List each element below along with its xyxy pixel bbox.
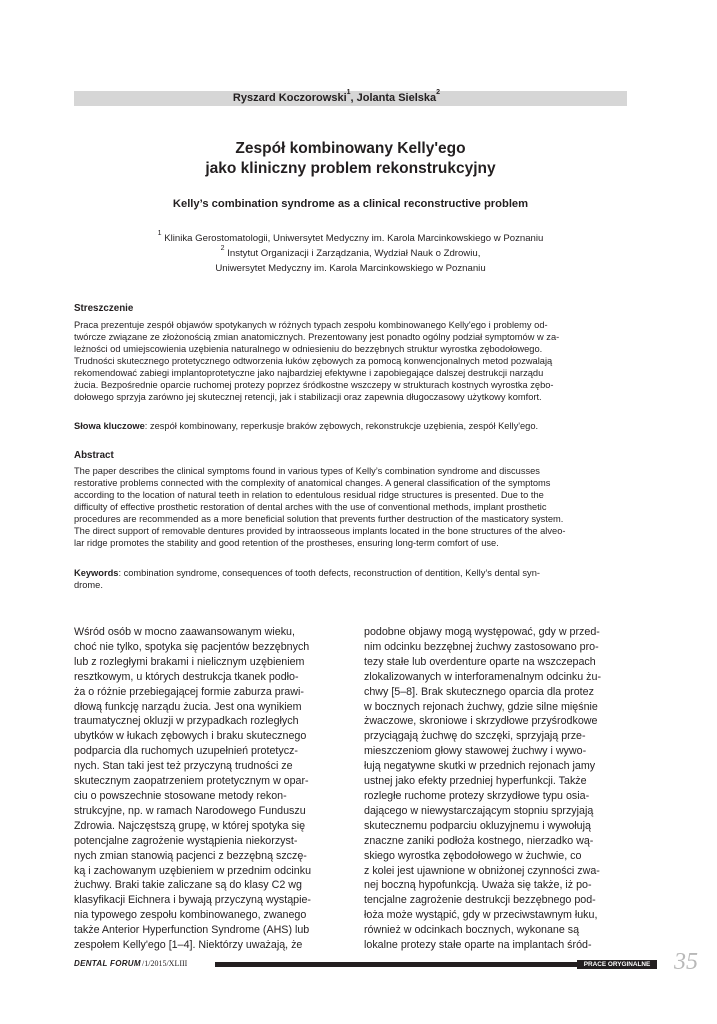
body-line: skiego wyrostka zębodołowego w żuchwie, co <box>364 849 582 862</box>
streszczenie-heading: Streszczenie <box>74 303 134 314</box>
issue-label: /1/2015/XLIII <box>142 959 188 968</box>
abstract-heading: Abstract <box>74 450 114 461</box>
body-line: strukcyjne, np. w ramach Narodowego Funduszu <box>74 804 306 817</box>
body-line: nej boczną hypofunkcją. Uważa się także, iż po- <box>364 879 592 892</box>
body-line: lub z rozległymi brakami i nielicznym uzębieniem <box>74 655 305 668</box>
body-column-right <box>364 625 622 953</box>
section-tag: PRACE ORYGINALNE <box>577 960 657 969</box>
page-number: 35 <box>674 949 698 975</box>
author-1-sup: 1 <box>346 89 351 96</box>
body-line: zespołem Kelly'ego [1–4]. Niektórzy uważają, że <box>74 939 303 952</box>
body-line: ubytków w łukach zębowych i braku skutecznego <box>74 730 307 743</box>
body-line: żwaczowe, skroniowe i skrzydłowe przyśrodkowe <box>364 715 598 728</box>
affiliation-1-text: Klinika Gerostomatologii, Uniwersytet Medyczny im. Karola Marcinkowskiego w Poznaniu <box>164 233 544 244</box>
body-line: nim odcinku bezzębnej żuchwy zastosowano pro- <box>364 640 599 653</box>
streszczenie-line: rekomendować zabiegi implantoprotetyczne jako najbardziej efektywne i zapobiegające dalszej destrukcji narządu <box>74 368 544 379</box>
author-2: Jolanta Sielska <box>356 92 437 104</box>
streszczenie-line: Trudności skutecznego protetycznego odtworzenia łuków zębowych za pomocą konwencjonalnych metod pozwalają <box>74 356 553 367</box>
streszczenie-line: Praca prezentuje zespół objawów spotykanych w różnych typach zespołu kombinowanego Kelly'ego i problemy od- <box>74 320 548 330</box>
body-line: łują negatywne skutki w przednich rejonach jamy <box>364 760 596 773</box>
affiliation-2 <box>74 247 627 276</box>
abstract-body <box>74 465 627 549</box>
body-line: z kolei jest ujawnione w obniżonej czynności zwa- <box>364 864 600 877</box>
body-line: znaczne zaniki podłoża kostnego, nierzadko wą- <box>364 834 594 847</box>
abstract-line: difficulty of effective prosthetic restoration of dental arches with the use of conventional methods, implant prosthetic <box>74 502 547 513</box>
abstract-line: procedures are recommended as a more beneficial solution that prevents further destruction of the masticatory system. <box>74 514 564 525</box>
body-line: rozległe ruchome protezy skrzydłowe typu osia- <box>364 789 590 802</box>
affiliation-1-sup: 1 <box>157 230 162 237</box>
body-line: ustnej jako efekty przedniej hyperfunkcji. Także <box>364 775 587 788</box>
affiliation-2-line-1: Instytut Organizacji i Zarządzania, Wydział Nauk o Zdrowiu, <box>227 248 481 259</box>
title-line-2: jako kliniczny problem rekonstrukcyjny <box>205 159 496 177</box>
streszczenie-line: dołowego sprzyja zarówno jej skutecznej retencji, jak i stabilizacji oraz zapewnia długoczasowy użytkowy komfort. <box>74 392 542 403</box>
body-line: tezy stałe lub overdenture oparte na wszczepach <box>364 655 596 668</box>
body-line: nych. Stan taki jest też przyczyną trudności ze <box>74 760 293 773</box>
body-line: łoża może wystąpić, gdy w przeciwstawnym łuku, <box>364 909 598 922</box>
body-line: żuchwy. Braki takie zaliczane są do klasy C2 wg <box>74 879 302 892</box>
page-footer <box>74 949 698 975</box>
body-line: także Anterior Hyperfunction Syndrome (AHS) lub <box>74 924 310 937</box>
authors-line <box>232 89 441 104</box>
author-separator: , <box>350 92 357 104</box>
streszczenie-line: twórcze związane ze złożonością zmian anatomicznych. Prezentowany jest ponadto ogólny podział symptomów w za- <box>74 332 560 343</box>
slowa-kluczowe-text: : zespół kombinowany, reperkusje braków zębowych, rekonstrukcje uzębienia, zespół Kelly'ego. <box>144 421 539 431</box>
author-2-sup: 2 <box>436 89 441 96</box>
streszczenie-line: żucia. Bezpośrednie oparcie ruchomej protezy poprzez śródkostne wszczepy w strukturach kostnych wyrostka zębo- <box>74 380 554 391</box>
affiliation-2-sup: 2 <box>220 245 225 252</box>
authors-bar <box>74 91 627 106</box>
body-line: tencjalne zagrożenie destrukcji bezzębnego pod- <box>364 894 596 907</box>
body-line: ką i zachowanym uzębieniem w przednim odcinku <box>74 864 312 877</box>
footer-rule <box>215 962 577 967</box>
body-line: zlokalizowanych w interforamenalnym odcinku żu- <box>364 670 602 683</box>
body-line: skutecznym zaopatrzeniem protetycznym w opar- <box>74 775 309 788</box>
article-title <box>74 139 627 178</box>
abstract-line: restorative problems connected with the complexity of anatomical changes. A general classification of the symptoms <box>74 478 551 489</box>
affiliation-1 <box>74 232 627 247</box>
body-line: mieszczeniom głowy stawowej żuchwy i wywo- <box>364 745 587 758</box>
abstract-line: according to the location of natural teeth in relation to edentulous residual ridge structures is presented. Due to the <box>74 490 544 501</box>
body-line: lokalne protezy stałe oparte na implantach śród- <box>364 939 592 952</box>
body-line: ciu o powszechnie stosowane metody rekon- <box>74 789 287 802</box>
body-line: przyciągają żuchwę do szczęki, sprzyjają prze- <box>364 730 586 743</box>
body-line: ża o różnie przebiegającej formie zaburza prawi- <box>74 685 304 698</box>
body-line: w bocznych rejonach żuchwy, gdzie silne mięśnie <box>364 700 598 713</box>
body-line: traumatycznej okluzji w przypadkach rozległych <box>74 715 299 728</box>
slowa-kluczowe <box>74 420 627 432</box>
body-line: podparcia dla ruchomych uzupełnień protetycz- <box>74 745 298 758</box>
abstract-line: The direct support of removable dentures provided by intraosseous implants located in the bone structures of the alveo- <box>74 526 566 537</box>
body-line: również w odcinkach bocznych, wykonane są <box>364 924 580 937</box>
streszczenie-body <box>74 319 627 403</box>
body-line: klasyfikacji Eichnera i bywają przyczyną wystąpie- <box>74 894 311 907</box>
keywords-text-1: : combination syndrome, consequences of tooth defects, reconstruction of dentition, Kelly’s dental syn- <box>118 568 540 578</box>
body-line: chwy [5–8]. Brak skutecznego oparcia dla protez <box>364 685 594 698</box>
body-column-left <box>74 625 332 953</box>
keywords <box>74 567 627 591</box>
body-line: podobne objawy mogą występować, gdy w przed- <box>364 626 600 638</box>
body-line: dłową funkcję narządu żucia. Jest ona wynikiem <box>74 700 302 713</box>
keywords-text-2: drome. <box>74 580 103 591</box>
body-line: potencjalne zagrożenie wystąpienia niekorzyst- <box>74 834 298 847</box>
journal-logo: DENTAL FORUM <box>74 959 141 968</box>
body-line: nia typowego zespołu kombinowanego, zwanego <box>74 909 307 922</box>
body-line: resztkowym, u których destrukcja tkanek podło- <box>74 670 299 683</box>
article-title-english: Kelly’s combination syndrome as a clinical reconstructive problem <box>172 198 529 210</box>
body-line: nych zmian stanowią pacjenci z bezzębną szczę- <box>74 849 307 862</box>
slowa-kluczowe-label: Słowa kluczowe <box>74 421 145 431</box>
body-line: skutecznemu podparciu okluzyjnemu i wywołują <box>364 819 591 832</box>
author-1: Ryszard Koczorowski <box>232 92 347 104</box>
body-line: dającego w niewystarczającym stopniu sprzyjają <box>364 804 594 817</box>
abstract-line: lar ridge promotes the stability and good retention of the prostheses, ensuring long-term comfort of use. <box>74 538 499 549</box>
body-line: Zdrowia. Najczęstszą grupę, w której spotyka się <box>74 819 306 832</box>
title-line-1: Zespół kombinowany Kelly'ego <box>235 140 466 157</box>
keywords-label: Keywords <box>74 568 119 578</box>
abstract-line: The paper describes the clinical symptoms found in various types of Kelly’s combination syndrome and discusses <box>74 466 540 476</box>
streszczenie-line: leżności od umiejscowienia uzębienia naturalnego w odniesieniu do bezzębnych struktur wyrostka zębodołowego. <box>74 344 543 355</box>
body-line: Wśród osób w mocno zaawansowanym wieku, <box>74 626 295 638</box>
body-line: choć nie tylko, spotyka się pacjentów bezzębnych <box>74 640 310 653</box>
affiliation-2-line-2: Uniwersytet Medyczny im. Karola Marcinkowskiego w Poznaniu <box>215 262 486 274</box>
